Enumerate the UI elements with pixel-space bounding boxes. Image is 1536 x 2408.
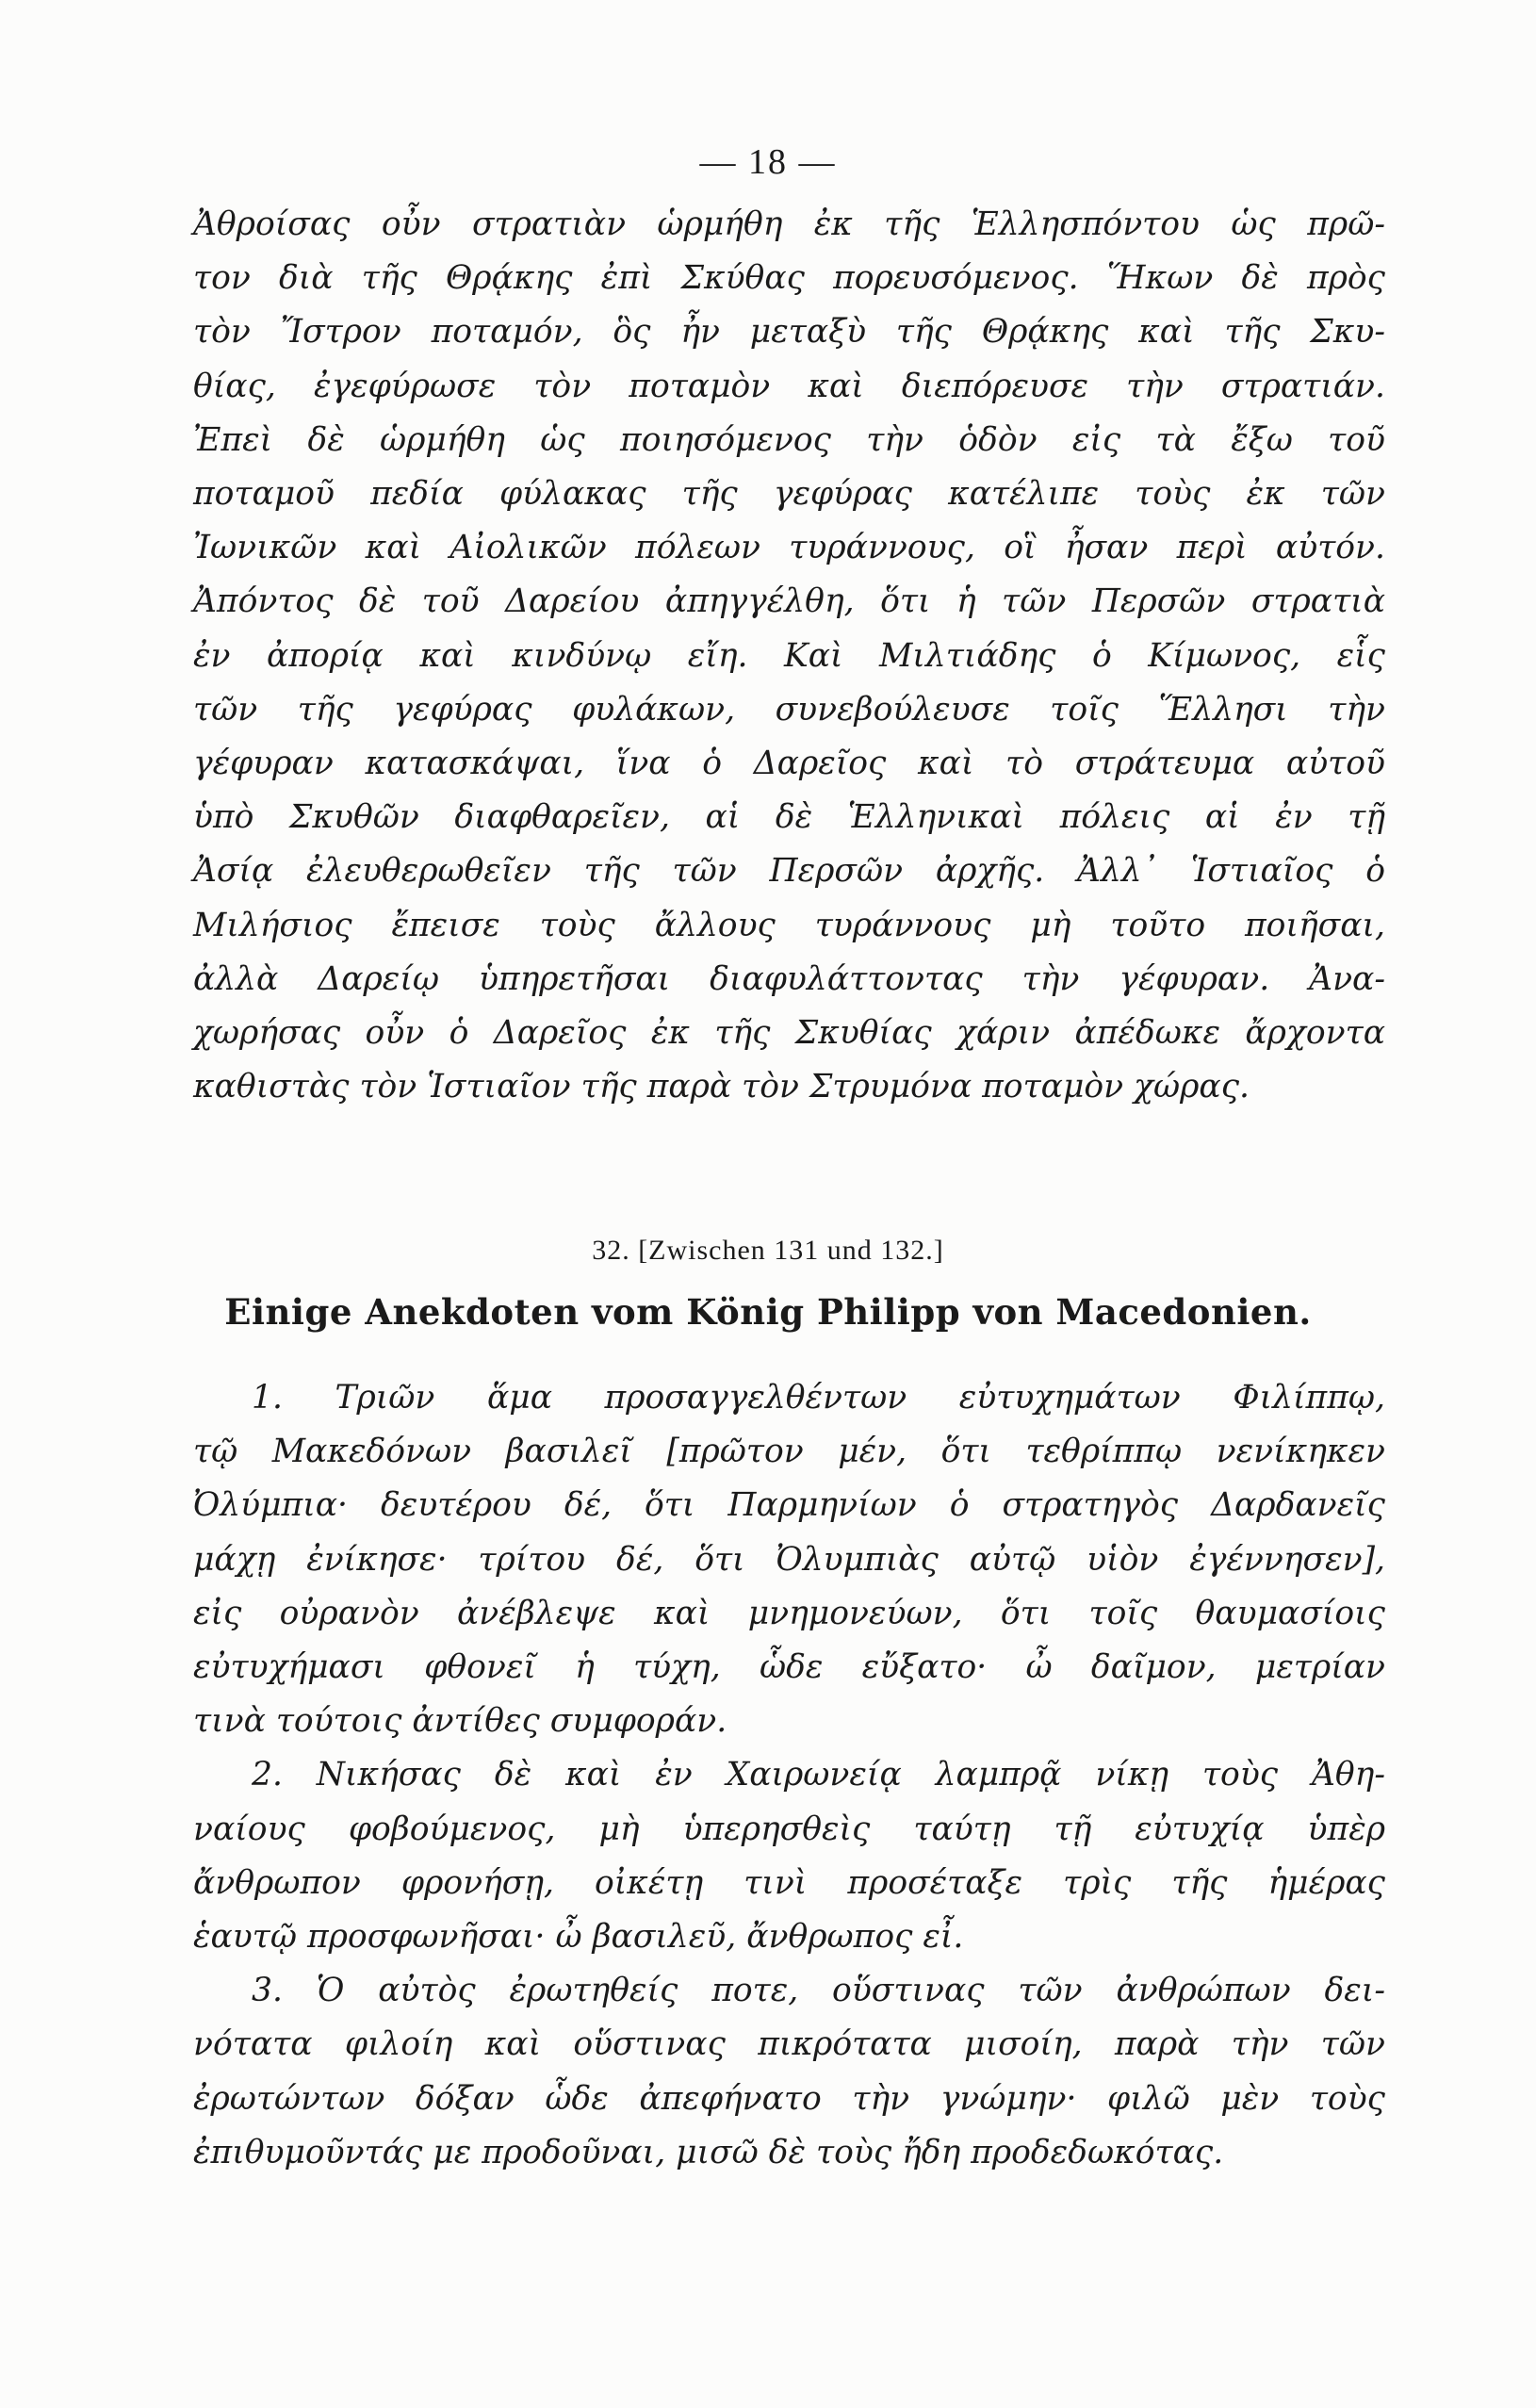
text-line: ὑπὸ Σκυθῶν διαφθαρεῖεν, αἱ δὲ Ἑλληνικαὶ πόλεις αἱ ἐν τῇ bbox=[193, 798, 1385, 837]
text-line: τὸν Ἴστρον ποταμόν, ὃς ἦν μεταξὺ τῆς Θρᾴκης καὶ τῆς Σκυ- bbox=[193, 313, 1385, 352]
text-line: τον διὰ τῆς Θρᾴκης ἐπὶ Σκύθας πορευσόμενος. Ἥκων δὲ πρὸς bbox=[193, 259, 1385, 298]
anecdote-2-line: ναίους φοβούμενος, μὴ ὑπερησθεὶς ταύτῃ τῇ εὐτυχίᾳ ὑπὲρ bbox=[193, 1810, 1385, 1848]
anecdote-1-line: εἰς οὐρανὸν ἀνέβλεψε καὶ μνημονεύων, ὅτι τοῖς θαυμασίοις bbox=[193, 1594, 1385, 1632]
anecdote-3-line: 3. Ὁ αὐτὸς ἐρωτηθείς ποτε, οὕστινας τῶν ἀνθρώπων δει- bbox=[252, 1972, 1385, 2010]
text-line: Ἐπεὶ δὲ ὡρμήθη ὡς ποιησόμενος τὴν ὁδὸν εἰς τὰ ἔξω τοῦ bbox=[193, 420, 1385, 459]
text-line: Ἀπόντος δὲ τοῦ Δαρείου ἀπηγγέλθη, ὅτι ἡ τῶν Περσῶν στρατιὰ bbox=[193, 582, 1385, 621]
text-line: ποταμοῦ πεδία φύλακας τῆς γεφύρας κατέλιπε τοὺς ἐκ τῶν bbox=[193, 475, 1385, 514]
anecdote-3-line: νότατα φιλοίη καὶ οὕστινας πικρότατα μισοίη, παρὰ τὴν τῶν bbox=[193, 2025, 1385, 2064]
text-line: χωρήσας οὖν ὁ Δαρεῖος ἐκ τῆς Σκυθίας χάριν ἀπέδωκε ἄρχοντα bbox=[193, 1014, 1385, 1053]
anecdote-1-line: εὐτυχήμασι φθονεῖ ἡ τύχη, ὧδε εὔξατο· ὦ δαῖμον, μετρίαν bbox=[193, 1648, 1385, 1687]
anecdote-2-line: ἄνθρωπον φρονήσῃ, οἰκέτῃ τινὶ προσέταξε τρὶς τῆς ἡμέρας bbox=[193, 1863, 1385, 1902]
text-line: ἐν ἀπορίᾳ καὶ κινδύνῳ εἴη. Καὶ Μιλτιάδης ὁ Κίμωνος, εἷς bbox=[193, 636, 1385, 675]
anecdote-1-line: μάχῃ ἐνίκησε· τρίτου δέ, ὅτι Ὀλυμπιὰς αὐτῷ υἱὸν ἐγέννησεν], bbox=[193, 1540, 1385, 1579]
anecdote-1-line: 1. Τριῶν ἅμα προσαγγελθέντων εὐτυχημάτων Φιλίππῳ, bbox=[252, 1379, 1385, 1417]
text-line: Ἀθροίσας οὖν στρατιὰν ὡρμήθη ἐκ τῆς Ἑλλησπόντου ὡς πρῶ- bbox=[193, 205, 1385, 243]
anecdote-2-line: ἑαυτῷ προσφωνῆσαι· ὦ βασιλεῦ, ἄνθρωπος εἶ. bbox=[193, 1918, 964, 1957]
anecdote-3-line: ἐρωτώντων δόξαν ὧδε ἀπεφήνατο τὴν γνώμην· φιλῶ μὲν τοὺς bbox=[193, 2079, 1385, 2118]
text-line: καθιστὰς τὸν Ἱστιαῖον τῆς παρὰ τὸν Στρυμόνα ποταμὸν χώρας. bbox=[193, 1068, 1250, 1106]
text-line: τῶν τῆς γεφύρας φυλάκων, συνεβούλευσε τοῖς Ἕλλησι τὴν bbox=[193, 690, 1385, 729]
anecdote-1-line: τινὰ τούτοις ἀντίθες συμφοράν. bbox=[193, 1702, 727, 1741]
anecdote-1-line: τῷ Μακεδόνων βασιλεῖ [πρῶτον μέν, ὅτι τεθρίππῳ νενίκηκεν bbox=[193, 1433, 1385, 1471]
text-line: θίας, ἐγεφύρωσε τὸν ποταμὸν καὶ διεπόρευσε τὴν στρατιάν. bbox=[193, 367, 1385, 405]
text-line: γέφυραν κατασκάψαι, ἵνα ὁ Δαρεῖος καὶ τὸ στράτευμα αὐτοῦ bbox=[193, 745, 1385, 783]
anecdotes-text bbox=[193, 1371, 1385, 2180]
text-line: ἀλλὰ Δαρείῳ ὑπηρετῆσαι διαφυλάττοντας τὴν γέφυραν. Ἀνα- bbox=[193, 959, 1385, 998]
anecdote-3-line: ἐπιθυμοῦντάς με προδοῦναι, μισῶ δὲ τοὺς ἤδη προδεδωκότας. bbox=[193, 2133, 1224, 2171]
text-line: Μιλήσιος ἔπεισε τοὺς ἄλλους τυράννους μὴ τοῦτο ποιῆσαι, bbox=[193, 906, 1385, 944]
page-number: — 18 — bbox=[699, 142, 837, 182]
section-number: 32. [Zwischen 131 und 132.] bbox=[592, 1235, 944, 1266]
text-line: Ἰωνικῶν καὶ Αἰολικῶν πόλεων τυράννους, οἳ ἦσαν περὶ αὐτόν. bbox=[193, 529, 1385, 567]
section-title: Einige Anekdoten vom König Philipp von Macedonien. bbox=[224, 1291, 1312, 1333]
text-line: Ἀσίᾳ ἐλευθερωθεῖεν τῆς τῶν Περσῶν ἀρχῆς. Ἀλλ᾽ Ἱστιαῖος ὁ bbox=[193, 852, 1385, 891]
anecdote-1-line: Ὀλύμπια· δευτέρου δέ, ὅτι Παρμηνίων ὁ στρατηγὸς Δαρδανεῖς bbox=[193, 1486, 1385, 1525]
anecdote-2-line: 2. Νικήσας δὲ καὶ ἐν Χαιρωνείᾳ λαμπρᾷ νίκῃ τοὺς Ἀθη- bbox=[252, 1756, 1385, 1794]
passage-text bbox=[193, 198, 1385, 1114]
